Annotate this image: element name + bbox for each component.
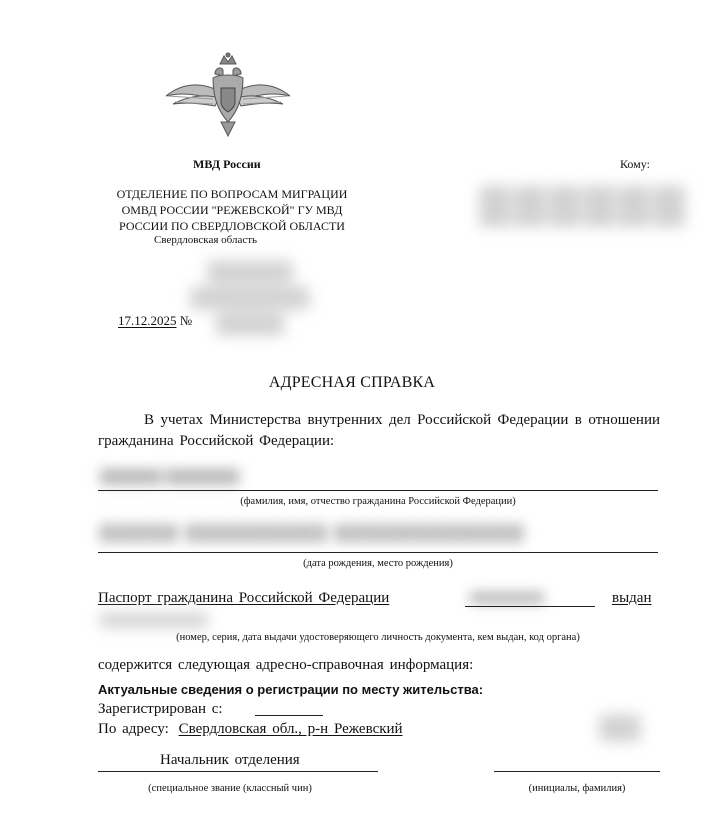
birth-caption: (дата рождения, место рождения): [303, 558, 453, 569]
registered-date-line: [255, 715, 323, 716]
contains-text: содержится следующая адресно-справочная информация:: [98, 657, 474, 673]
document-caption: (номер, серия, дата выдачи удостоверяющего личность документа, кем выдан, код органа): [176, 632, 580, 643]
dept-line: ОТДЕЛЕНИЕ ПО ВОПРОСАМ МИГРАЦИИ: [116, 187, 348, 201]
org-short-name: МВД России: [193, 157, 261, 171]
fio-caption: (фамилия, имя, отчество гражданина Российской Федерации): [240, 496, 516, 507]
passport-number-line: [465, 606, 595, 607]
stamp-fragment-redacted: ▇▇: [600, 712, 640, 741]
position-label: Начальник отделения: [160, 752, 300, 768]
stamp-redacted: ▇▇▇▇▇ ▇▇▇▇▇▇▇ ▇▇▇▇: [190, 258, 310, 335]
date-line: [118, 313, 192, 329]
dept-line: РОССИИ ПО СВЕРДЛОВСКОЙ ОБЛАСТИ: [119, 219, 345, 233]
fio-redacted: ▇▇▇▇▇ ▇▇▇▇▇▇: [100, 468, 240, 485]
mvd-eagle-emblem-icon: [163, 52, 293, 138]
rank-line: [98, 771, 378, 772]
issuer-redacted: ▇▇▇▇▇▇▇▇▇▇: [100, 613, 208, 628]
registered-label: Зарегистрирован с:: [98, 701, 223, 717]
document-title: АДРЕСНАЯ СПРАВКА: [268, 374, 436, 391]
initials-caption: (инициалы, фамилия): [528, 783, 626, 794]
fio-line: [98, 490, 658, 491]
number-sign: №: [179, 313, 193, 328]
address-value: Свердловская обл., р-н Режевский: [178, 721, 403, 737]
address-label: По адресу:: [98, 721, 169, 737]
passport-issued: выдан: [612, 590, 652, 606]
to-label: Кому:: [620, 157, 650, 171]
passport-number-redacted: ▇▇▇▇▇▇▇▇: [470, 590, 544, 604]
birth-redacted: ▇▇▇▇▇ ▇▇▇▇▇▇▇▇▇ ▇▇▇▇▇▇▇▇▇▇▇▇: [100, 522, 525, 542]
passport-label: Паспорт гражданина Российской Федерации: [98, 590, 390, 606]
rank-caption: (специальное звание (классный чин): [148, 783, 312, 794]
recipient-redacted: ▇▇▇▇▇▇: [480, 181, 689, 226]
issue-date: 17.12.2025: [118, 313, 177, 328]
registration-heading: Актуальные сведения о регистрации по месту жительства:: [98, 682, 484, 697]
dept-line: ОМВД РОССИИ "РЕЖЕВСКОЙ" ГУ МВД: [121, 203, 343, 217]
department-block: [92, 186, 372, 234]
birth-line: [98, 552, 658, 553]
address-row: [98, 719, 403, 740]
initials-line: [494, 771, 660, 772]
region-label: Свердловская область: [154, 234, 258, 246]
intro-paragraph: В учетах Министерства внутренних дел Российской Федерации в отношении гражданина Российской Федерации:: [98, 412, 660, 449]
